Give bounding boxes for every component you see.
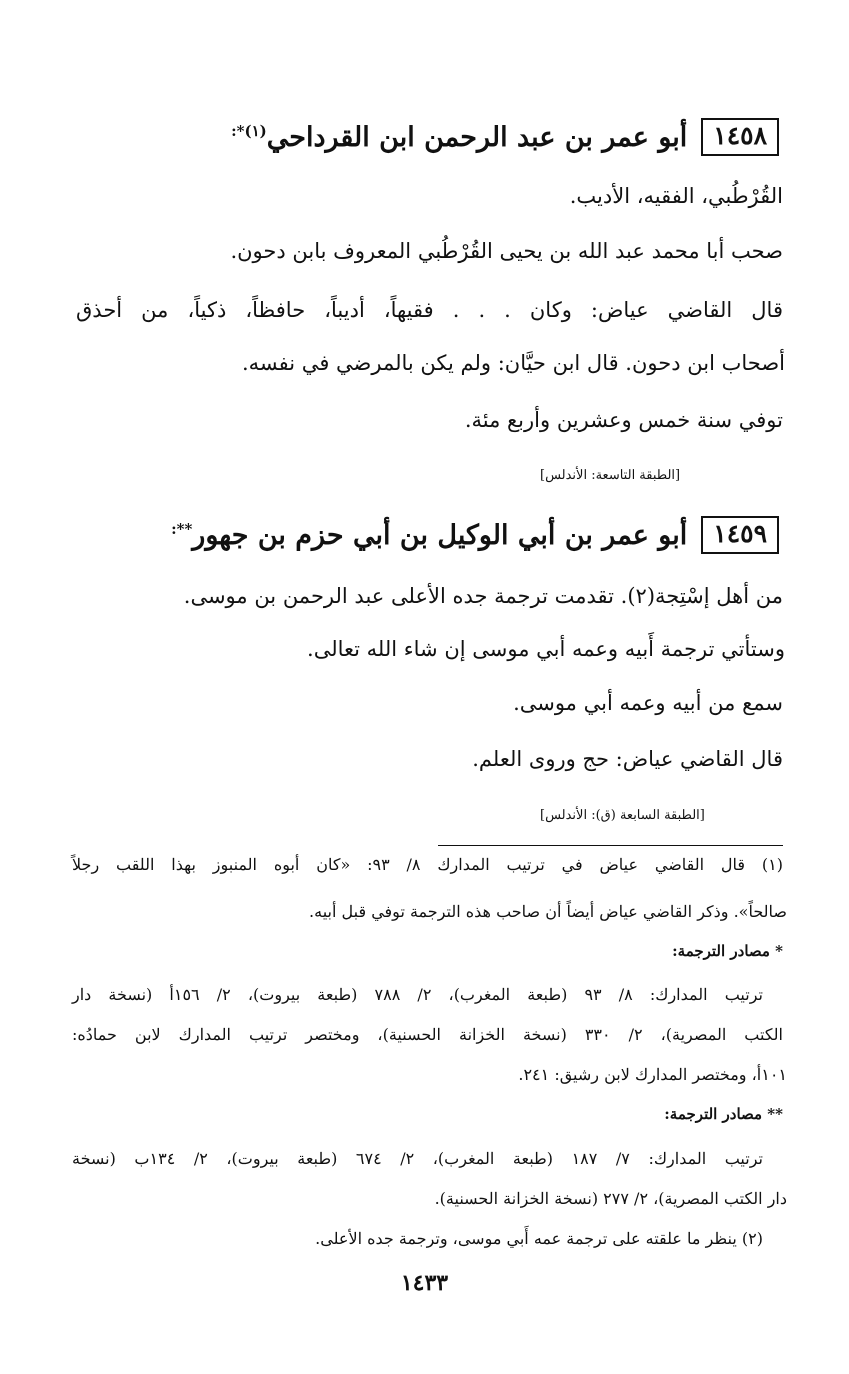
- sources-heading: ** مصادر الترجمة:: [664, 1105, 783, 1123]
- entry-heading-1459: [60, 516, 779, 554]
- entry-line: قال القاضي عياض: وكان . . . فقيهاً، أديباً، حافظاً، ذكياً، من أحذق: [76, 298, 783, 322]
- entry-number-box: ١٤٥٩: [701, 516, 779, 554]
- layer-note: [الطبقة السابعة (ق): الأندلس]: [540, 808, 705, 823]
- footnote-separator: [438, 845, 783, 846]
- entry-name: [171, 520, 687, 551]
- entry-name-footnote-mark: **:: [171, 519, 193, 538]
- page-number: ١٤٣٣: [400, 1270, 449, 1296]
- footnote-line: دار الكتب المصرية)، ٢/ ٢٧٧ (نسخة الخزانة الحسنية).: [434, 1189, 787, 1208]
- footnote-line: ترتيب المدارك: ٧/ ١٨٧ (طبعة المغرب)، ٢/ ٦٧٤ (طبعة بيروت)، ٢/ ١٣٤ب (نسخة: [72, 1149, 763, 1168]
- footnote-line: ١٠١أ، ومختصر المدارك لابن رشيق: ٢٤١.: [518, 1065, 787, 1084]
- footnote-line: ترتيب المدارك: ٨/ ٩٣ (طبعة المغرب)، ٢/ ٧٨٨ (طبعة بيروت)، ٢/ ١٥٦أ (نسخة دار: [72, 985, 763, 1004]
- entry-number-box: ١٤٥٨: [701, 118, 779, 156]
- footnote-line: الكتب المصرية)، ٢/ ٣٣٠ (نسخة الخزانة الحسنية)، ومختصر ترتيب المدارك لابن حمادُه:: [72, 1025, 783, 1044]
- entry-line: القُرْطُبي، الفقيه، الأديب.: [569, 184, 783, 208]
- entry-line: صحب أبا محمد عبد الله بن يحيى القُرْطُبي المعروف بابن دحون.: [230, 239, 783, 263]
- sources-heading: * مصادر الترجمة:: [672, 942, 783, 960]
- entry-name-footnote-mark: (١)*:: [231, 121, 267, 140]
- entry-line: وستأتي ترجمة أَبيه وعمه أبي موسى إن شاء الله تعالى.: [307, 637, 785, 661]
- entry-name-text: أبو عمر بن أبي الوكيل بن أبي حزم بن جهور: [192, 519, 688, 551]
- entry-name-text: أبو عمر بن عبد الرحمن ابن القرداحي: [266, 121, 688, 153]
- entry-line: قال القاضي عياض: حج وروى العلم.: [472, 747, 783, 771]
- entry-line: سمع من أبيه وعمه أبي موسى.: [513, 691, 783, 715]
- footnote-line: (٢) ينظر ما علقته على ترجمة عمه أَبي موسى، وترجمة جده الأعلى.: [315, 1229, 763, 1248]
- entry-line: من أهل إسْتِجة(٢). تقدمت ترجمة جده الأعلى عبد الرحمن بن موسى.: [183, 584, 783, 608]
- layer-note: [الطبقة التاسعة: الأندلس]: [540, 468, 681, 483]
- entry-heading-1458: [60, 118, 779, 156]
- footnote-line: (١) قال القاضي عياض في ترتيب المدارك ٨/ ٩٣: «كان أبوه المنبوز بهذا اللقب رجلاً: [72, 855, 783, 874]
- entry-line: أصحاب ابن دحون. قال ابن حيَّان: ولم يكن بالمرضي في نفسه.: [242, 351, 785, 375]
- entry-line: توفي سنة خمس وعشرين وأربع مئة.: [464, 408, 783, 432]
- footnote-line: صالحاً». وذكر القاضي عياض أيضاً أن صاحب هذه الترجمة توفي قبل أبيه.: [309, 902, 787, 921]
- entry-name: [231, 122, 687, 153]
